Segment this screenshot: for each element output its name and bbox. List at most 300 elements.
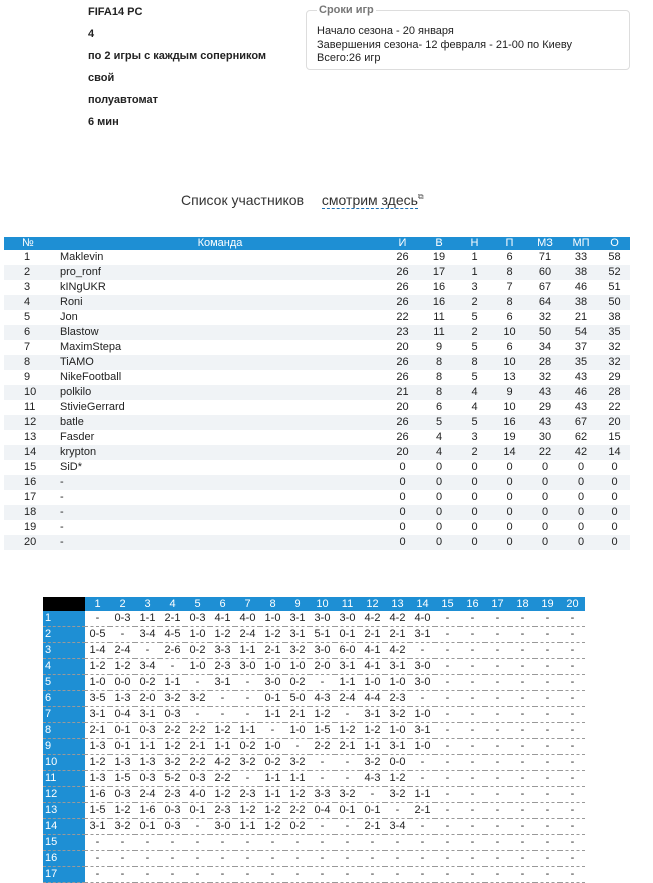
match-score: 2-2 <box>160 723 185 739</box>
games-total: Всего:26 игр <box>317 52 381 64</box>
match-score: - <box>460 707 485 723</box>
standings-cell: 0 <box>435 521 443 533</box>
standings-row <box>4 370 630 385</box>
match-score: - <box>460 771 485 787</box>
matrix-row-header: 15 <box>43 835 85 851</box>
match-score: - <box>485 787 510 803</box>
match-score: - <box>360 835 385 851</box>
standings-column-header: И <box>384 237 421 250</box>
standings-cell: 4 <box>457 385 492 400</box>
match-score: 1-0 <box>260 659 285 675</box>
match-score: 0-4 <box>310 803 335 819</box>
match-score: - <box>235 835 260 851</box>
match-score: 1-1 <box>235 819 260 835</box>
match-score: - <box>460 851 485 867</box>
match-score: 1-1 <box>360 739 385 755</box>
matrix-column-header: 6 <box>210 597 235 611</box>
standings-cell: 0 <box>563 505 599 520</box>
match-score: 3-2 <box>335 787 360 803</box>
match-score: - <box>235 675 260 691</box>
match-score: - <box>510 819 535 835</box>
standings-cell: 6 <box>506 251 513 263</box>
match-score: 0-3 <box>110 787 135 803</box>
standings-header <box>4 237 630 250</box>
external-link-icon[interactable]: ⧉ <box>417 192 424 201</box>
standings-row <box>4 250 630 265</box>
match-score: 2-3 <box>210 803 235 819</box>
standings-cell: 20 <box>384 445 421 460</box>
standings-row <box>4 460 630 475</box>
match-score: 2-1 <box>360 819 385 835</box>
match-score: 1-2 <box>85 659 110 675</box>
match-score: - <box>135 851 160 867</box>
standings-cell: 46 <box>563 385 599 400</box>
match-score: - <box>385 835 410 851</box>
match-score: 0-2 <box>285 675 310 691</box>
match-score: 3-1 <box>385 739 410 755</box>
match-score: - <box>210 851 235 867</box>
match-score: - <box>460 659 485 675</box>
match-score: 3-1 <box>385 659 410 675</box>
match-score: 0-1 <box>135 819 160 835</box>
match-score: - <box>360 867 385 883</box>
standings-cell: 62 <box>574 431 588 443</box>
match-score: 2-1 <box>360 627 385 643</box>
match-score: - <box>560 771 585 787</box>
match-score: - <box>560 611 585 627</box>
standings-column-header: В <box>421 237 457 250</box>
standings-row <box>4 385 630 400</box>
standings-cell: 0 <box>471 521 478 533</box>
match-score: 3-0 <box>410 675 435 691</box>
standings-row <box>4 355 630 370</box>
match-score: - <box>560 659 585 675</box>
match-score: 0-2 <box>135 675 160 691</box>
match-score: - <box>460 723 485 739</box>
match-score: 3-3 <box>210 643 235 659</box>
standings-cell: 7 <box>24 341 31 353</box>
match-score: - <box>510 835 535 851</box>
match-score: - <box>285 867 310 883</box>
match-score: 2-2 <box>285 803 310 819</box>
standings-cell: 0 <box>384 505 421 520</box>
standings-cell: 0 <box>421 505 457 520</box>
standings-cell: 4 <box>421 445 457 460</box>
standings-cell: 32 <box>599 355 630 370</box>
standings-cell: 0 <box>563 535 599 550</box>
match-score: - <box>360 787 385 803</box>
team-name: StivieGerrard <box>60 401 125 413</box>
match-score: 4-2 <box>360 611 385 627</box>
standings-cell: 58 <box>608 251 621 263</box>
matrix-row <box>43 851 585 867</box>
standings-row <box>4 505 630 520</box>
match-score: - <box>485 675 510 691</box>
standings-cell: 37 <box>574 341 588 353</box>
match-score: - <box>185 867 210 883</box>
standings-cell: 16 <box>492 415 527 430</box>
match-score: 1-6 <box>85 787 110 803</box>
match-score: 1-2 <box>285 787 310 803</box>
matrix-row <box>43 739 585 755</box>
match-score: - <box>510 707 535 723</box>
standings-cell: 0 <box>435 461 443 473</box>
match-score: - <box>535 851 560 867</box>
match-score: - <box>235 851 260 867</box>
standings-cell: 34 <box>538 341 552 353</box>
team-name: TiAMO <box>56 355 384 370</box>
match-score: - <box>535 739 560 755</box>
match-score: - <box>560 739 585 755</box>
match-score: 6-0 <box>335 643 360 659</box>
match-score: 0-3 <box>160 803 185 819</box>
match-score: - <box>510 803 535 819</box>
match-score: 0-3 <box>185 771 210 787</box>
matrix-column-header: 3 <box>135 597 160 611</box>
match-score: 3-1 <box>410 627 435 643</box>
standings-cell: 20 <box>599 415 630 430</box>
match-score: - <box>435 739 460 755</box>
match-score: 1-2 <box>335 723 360 739</box>
match-score: - <box>185 675 210 691</box>
match-score: 1-0 <box>385 675 410 691</box>
standings-cell: 14 <box>492 445 527 460</box>
match-score: 1-2 <box>160 739 185 755</box>
team-name: MaximStepa <box>60 341 122 353</box>
standings-column-header: Команда <box>56 237 384 250</box>
standings-cell: 2 <box>4 265 56 280</box>
match-score: 1-2 <box>260 819 285 835</box>
match-score: 3-4 <box>385 819 410 835</box>
match-score: - <box>485 739 510 755</box>
match-score: 2-1 <box>385 627 410 643</box>
matrix-column-header: 15 <box>435 597 460 611</box>
match-score: - <box>460 835 485 851</box>
match-score: 1-0 <box>285 659 310 675</box>
match-score: - <box>435 851 460 867</box>
match-score: - <box>110 867 135 883</box>
match-score: - <box>460 803 485 819</box>
match-score: 1-1 <box>235 643 260 659</box>
standings-cell: 1 <box>471 251 478 263</box>
standings-cell: 11 <box>433 311 445 323</box>
match-score: 3-4 <box>135 659 160 675</box>
matrix-column-header: 13 <box>385 597 410 611</box>
match-score: - <box>535 787 560 803</box>
match-score: 0-1 <box>110 723 135 739</box>
match-score: 1-0 <box>285 723 310 739</box>
standings-cell: 14 <box>599 445 630 460</box>
standings-cell: 5 <box>24 311 31 323</box>
match-score: - <box>410 851 435 867</box>
match-score: - <box>435 835 460 851</box>
match-score: - <box>310 771 335 787</box>
standings-cell: 8 <box>492 265 527 280</box>
match-score: - <box>510 643 535 659</box>
standings-cell: 0 <box>399 461 406 473</box>
match-score: 1-1 <box>410 787 435 803</box>
matrix-header <box>43 597 585 611</box>
match-score: - <box>460 787 485 803</box>
standings-cell: 26 <box>384 265 421 280</box>
standings-cell: 46 <box>574 281 588 293</box>
match-score: 1-1 <box>335 675 360 691</box>
match-score: 1-0 <box>360 675 385 691</box>
match-score: - <box>535 627 560 643</box>
standings-cell: 2 <box>457 445 492 460</box>
match-score: - <box>160 835 185 851</box>
standings-cell: 26 <box>396 371 409 383</box>
match-score: 1-0 <box>410 707 435 723</box>
standings-cell: 5 <box>421 415 457 430</box>
match-score: - <box>110 627 135 643</box>
match-score: 2-0 <box>310 659 335 675</box>
standings-row <box>4 415 630 430</box>
team-name: Blastow <box>56 325 384 340</box>
match-score: - <box>285 739 310 755</box>
match-score: - <box>460 643 485 659</box>
match-score: - <box>135 643 160 659</box>
match-score: - <box>435 771 460 787</box>
match-score: - <box>535 819 560 835</box>
match-score: 2-1 <box>285 707 310 723</box>
standings-row <box>4 490 630 505</box>
team-name: - <box>56 535 384 550</box>
standings-cell: 0 <box>599 535 630 550</box>
standings-cell: 12 <box>4 415 56 430</box>
standings-cell: 38 <box>563 265 599 280</box>
match-score: 0-1 <box>335 627 360 643</box>
match-score: - <box>560 723 585 739</box>
standings-cell: 0 <box>399 491 406 503</box>
match-score: 3-1 <box>85 819 110 835</box>
match-score: - <box>260 723 285 739</box>
matrix-row <box>43 611 585 627</box>
standings-cell: 18 <box>4 505 56 520</box>
match-score: 1-2 <box>85 755 110 771</box>
standings-table <box>4 237 630 550</box>
standings-cell: 26 <box>396 281 409 293</box>
match-score: - <box>460 819 485 835</box>
matrix-row-header: 10 <box>43 755 85 771</box>
match-score: 2-1 <box>160 611 185 627</box>
standings-row <box>4 310 630 325</box>
standings-cell: 0 <box>457 505 492 520</box>
match-score: - <box>535 611 560 627</box>
standings-row <box>4 280 630 295</box>
matrix-column-header: 1 <box>85 597 110 611</box>
match-score: - <box>435 707 460 723</box>
match-score: 2-1 <box>335 739 360 755</box>
match-score: 0-1 <box>110 739 135 755</box>
matrix-row <box>43 803 585 819</box>
match-score: - <box>185 851 210 867</box>
standings-cell: 6 <box>506 311 513 323</box>
match-score: - <box>485 803 510 819</box>
matrix-row-header: 7 <box>43 707 85 723</box>
participants-label: Список участников <box>181 192 305 208</box>
match-score: - <box>485 627 510 643</box>
matrix-row-header: 13 <box>43 803 85 819</box>
standings-cell: 26 <box>396 431 409 443</box>
match-score: 3-0 <box>410 659 435 675</box>
match-score: 3-1 <box>85 707 110 723</box>
match-score: - <box>410 867 435 883</box>
standings-row <box>4 475 630 490</box>
season-start: Начало сезона - 20 января <box>317 25 454 37</box>
team-name: SiD* <box>60 461 83 473</box>
standings-cell: 0 <box>471 461 478 473</box>
match-score: - <box>460 627 485 643</box>
match-score: - <box>335 819 360 835</box>
matrix-row <box>43 787 585 803</box>
standings-cell: 50 <box>527 325 563 340</box>
match-score: - <box>435 627 460 643</box>
match-score: 1-5 <box>110 771 135 787</box>
match-score: 4-3 <box>310 691 335 707</box>
matrix-row <box>43 771 585 787</box>
match-score: - <box>510 755 535 771</box>
match-score: 1-1 <box>135 739 160 755</box>
matrix-row <box>43 691 585 707</box>
match-score: 2-4 <box>135 787 160 803</box>
match-score: - <box>160 851 185 867</box>
match-score: - <box>460 867 485 883</box>
standings-cell: 0 <box>492 505 527 520</box>
standings-cell: 32 <box>538 311 552 323</box>
match-score: 1-2 <box>385 771 410 787</box>
match-score: - <box>335 755 360 771</box>
standings-cell: 15 <box>608 431 621 443</box>
match-score: 1-2 <box>110 659 135 675</box>
match-score: - <box>310 835 335 851</box>
standings-column-header: П <box>492 237 527 250</box>
match-score: - <box>535 723 560 739</box>
matrix-row-header: 16 <box>43 851 85 867</box>
standings-cell: 13 <box>503 371 516 383</box>
standings-cell: 67 <box>563 415 599 430</box>
match-score: 4-1 <box>360 643 385 659</box>
game-dates-box <box>306 4 630 70</box>
match-score: - <box>485 723 510 739</box>
match-score: - <box>435 819 460 835</box>
match-score: - <box>285 851 310 867</box>
standings-cell: 16 <box>432 281 446 293</box>
info-value: полуавтомат <box>88 94 158 106</box>
match-score: - <box>135 867 160 883</box>
standings-column-header: О <box>599 237 630 250</box>
standings-cell: 0 <box>527 505 563 520</box>
match-score: - <box>185 819 210 835</box>
standings-cell: 4 <box>4 295 56 310</box>
standings-cell: 43 <box>527 385 563 400</box>
standings-cell: 0 <box>577 491 585 503</box>
match-score: 4-2 <box>385 611 410 627</box>
matrix-column-header: 10 <box>310 597 335 611</box>
match-score: 1-1 <box>260 787 285 803</box>
match-score: 3-0 <box>310 611 335 627</box>
match-score: 1-3 <box>85 771 110 787</box>
standings-cell: 3 <box>24 281 31 293</box>
participants-link[interactable]: смотрим здесь <box>321 192 418 208</box>
matrix-column-header: 17 <box>485 597 510 611</box>
match-score: - <box>560 707 585 723</box>
match-score: 3-2 <box>110 819 135 835</box>
standings-cell: 0 <box>599 505 630 520</box>
match-score: - <box>560 691 585 707</box>
match-score: - <box>435 723 460 739</box>
standings-cell: 26 <box>384 415 421 430</box>
match-score: - <box>560 819 585 835</box>
standings-row <box>4 400 630 415</box>
match-score: - <box>560 803 585 819</box>
standings-cell: 0 <box>421 535 457 550</box>
match-score: - <box>310 755 335 771</box>
standings-cell: 71 <box>538 251 552 263</box>
matrix-row <box>43 755 585 771</box>
match-score: 0-2 <box>260 755 285 771</box>
match-score: - <box>85 867 110 883</box>
match-score: - <box>535 659 560 675</box>
standings-row <box>4 295 630 310</box>
match-score: - <box>460 755 485 771</box>
standings-row <box>4 325 630 340</box>
match-score: - <box>260 835 285 851</box>
match-score: - <box>160 867 185 883</box>
match-score: 4-0 <box>185 787 210 803</box>
standings-cell: 64 <box>527 295 563 310</box>
standings-cell: 0 <box>506 461 513 473</box>
match-score: - <box>485 819 510 835</box>
standings-cell: 19 <box>432 251 446 263</box>
match-score: 3-2 <box>285 643 310 659</box>
match-score: 3-4 <box>135 627 160 643</box>
match-score: - <box>485 611 510 627</box>
match-score: 2-4 <box>235 627 260 643</box>
match-score: - <box>560 867 585 883</box>
match-score: - <box>235 707 260 723</box>
standings-cell: 29 <box>608 371 621 383</box>
match-score: - <box>110 835 135 851</box>
standings-cell: 0 <box>577 461 585 473</box>
match-score: 1-0 <box>385 723 410 739</box>
standings-row <box>4 265 630 280</box>
matrix-row-header: 17 <box>43 867 85 883</box>
standings-cell: 14 <box>4 445 56 460</box>
match-score: - <box>535 691 560 707</box>
match-score: - <box>260 851 285 867</box>
match-score: - <box>110 851 135 867</box>
matrix-column-header: 20 <box>560 597 585 611</box>
standings-cell: 43 <box>527 415 563 430</box>
standings-cell: 0 <box>384 475 421 490</box>
match-score: 0-2 <box>185 643 210 659</box>
standings-cell: 26 <box>384 295 421 310</box>
match-score: - <box>560 627 585 643</box>
match-score: - <box>85 835 110 851</box>
match-score: - <box>410 643 435 659</box>
team-name: Roni <box>56 295 384 310</box>
match-score: 0-1 <box>185 803 210 819</box>
matrix-row-header: 11 <box>43 771 85 787</box>
match-score: - <box>285 835 310 851</box>
standings-cell: 10 <box>492 355 527 370</box>
standings-cell: 42 <box>563 445 599 460</box>
standings-cell: 38 <box>608 311 621 323</box>
team-name: krypton <box>56 445 384 460</box>
match-score: 0-0 <box>110 675 135 691</box>
match-score: - <box>510 691 535 707</box>
